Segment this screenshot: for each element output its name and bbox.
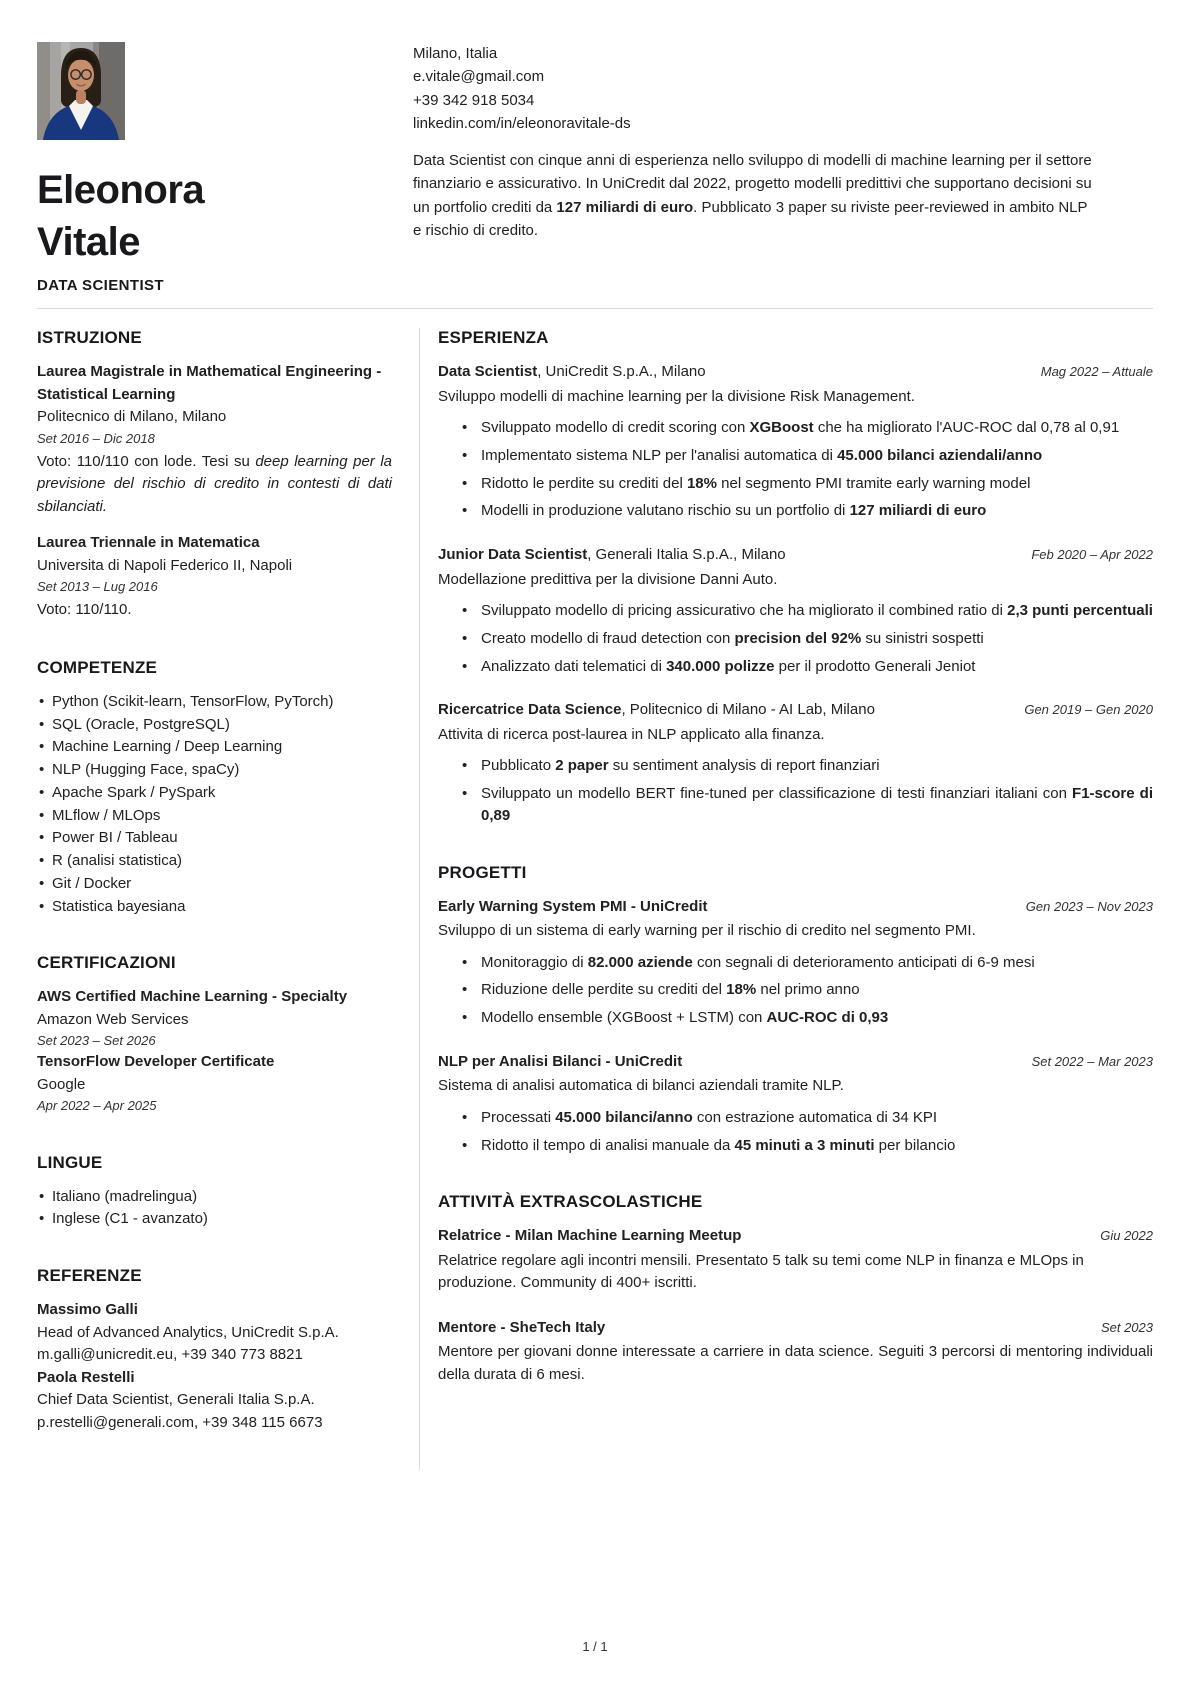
school-name: Universita di Napoli Federico II, Napoli	[37, 556, 293, 574]
entry-title: Ricercatrice Data Science, Politecnico di Milano - AI Lab, Milano	[438, 701, 875, 719]
entry-dates: Gen 2023 – Nov 2023	[1025, 898, 1153, 914]
school-name: Politecnico di Milano, Milano	[37, 408, 227, 425]
list-item: • R (analisi statistica)	[37, 850, 392, 872]
entry-subtitle: Modellazione predittiva per la divisione Danni Auto.	[438, 570, 778, 588]
heading-competenze: COMPETENZE	[37, 657, 158, 677]
projects-list	[438, 896, 1153, 1157]
experience-entry	[438, 544, 1153, 677]
certifications-list	[37, 986, 392, 1116]
list-item: • Power BI / Tableau	[37, 827, 392, 849]
list-item: • Git / Docker	[37, 873, 392, 895]
entry-header	[438, 544, 1153, 567]
education-item	[37, 361, 392, 518]
experience-entry	[438, 896, 1153, 1029]
contact-linkedin: linkedin.com/in/eleonoravitale-ds	[413, 114, 631, 132]
bullet-item: • Sviluppato un modello BERT fine-tuned per classificazione di testi finanziari italiani con F1-score di 0,89	[452, 783, 1153, 827]
list-item: • Python (Scikit-learn, TensorFlow, PyTorch)	[37, 691, 392, 713]
entry-header	[438, 1317, 1153, 1340]
experience-entry	[438, 361, 1153, 522]
entry-bullet-list	[452, 952, 1153, 1029]
entry-dates: Feb 2020 – Apr 2022	[1031, 547, 1153, 562]
list-item: • Machine Learning / Deep Learning	[37, 736, 392, 758]
skills-list	[37, 691, 392, 918]
list-item: • Italiano (madrelingua)	[37, 1186, 392, 1208]
entry-dates: Giu 2022	[1100, 1228, 1153, 1244]
contact-block	[413, 42, 1153, 135]
entry-subtitle: Attivita di ricerca post-laurea in NLP applicato alla finanza.	[438, 725, 825, 743]
certification-issuer: Google	[37, 1075, 86, 1093]
references-list	[37, 1299, 392, 1434]
certification-name: TensorFlow Developer Certificate	[37, 1053, 275, 1071]
entry-bullet-list	[452, 600, 1153, 677]
list-item: • MLflow / MLOps	[37, 805, 392, 827]
entry-dates: Mag 2022 – Attuale	[1040, 364, 1153, 379]
list-item: • SQL (Oracle, PostgreSQL)	[37, 714, 392, 736]
name-line-1: Eleonora	[37, 168, 205, 212]
heading-referenze: REFERENZE	[37, 1266, 142, 1286]
list-item: • NLP (Hugging Face, spaCy)	[37, 759, 392, 781]
education-note: Voto: 110/110 con lode. Tesi su deep learning per la previsione del rischio di credito in contesti di dati sbilanciati.	[37, 452, 392, 515]
candidate-job-title: DATA SCIENTIST	[37, 277, 164, 294]
reference-contact: m.galli@unicredit.eu, +39 340 773 8821	[37, 1346, 303, 1364]
education-note: Voto: 110/110.	[37, 601, 132, 619]
section-attivita-extrascolastiche	[438, 1192, 1153, 1386]
bullet-item: • Riduzione delle perdite su crediti del 18% nel primo anno	[452, 979, 1153, 1001]
activity-entry	[438, 1317, 1153, 1387]
education-item	[37, 532, 392, 622]
experience-entry	[438, 699, 1153, 826]
education-dates: Set 2016 – Dic 2018	[37, 430, 155, 446]
bullet-item: • Ridotto le perdite su crediti del 18% nel segmento PMI tramite early warning model	[452, 473, 1153, 495]
profile-photo	[37, 42, 125, 140]
header-identity	[37, 42, 413, 294]
certification-issuer: Amazon Web Services	[37, 1010, 189, 1028]
languages-list	[37, 1186, 392, 1231]
section-istruzione	[37, 328, 392, 622]
entry-dates: Set 2023	[1100, 1319, 1153, 1335]
certification-dates: Apr 2022 – Apr 2025	[37, 1098, 157, 1114]
entry-bullet-list	[452, 755, 1153, 826]
left-column	[37, 328, 392, 1470]
certification-item	[37, 986, 392, 1051]
bullet-item: • Analizzato dati telematici di 340.000 polizze per il prodotto Generali Jeniot	[452, 656, 1153, 678]
degree-name: Laurea Triennale in Matematica	[37, 534, 260, 552]
candidate-name	[37, 164, 413, 268]
list-item: • Apache Spark / PySpark	[37, 782, 392, 804]
entry-header	[438, 1051, 1153, 1074]
reference-name: Paola Restelli	[37, 1368, 135, 1386]
heading-esperienza: ESPERIENZA	[438, 328, 549, 347]
entry-header	[438, 361, 1153, 384]
certification-dates: Set 2023 – Set 2026	[37, 1033, 156, 1049]
heading-progetti: PROGETTI	[438, 862, 527, 882]
bullet-item: • Pubblicato 2 paper su sentiment analysis di report finanziari	[452, 755, 1153, 777]
right-column	[419, 328, 1153, 1470]
contact-email: e.vitale@gmail.com	[413, 68, 545, 86]
bullet-item: • Sviluppato modello di pricing assicurativo che ha migliorato il combined ratio di 2,3 punti percentuali	[452, 600, 1153, 622]
profile-photo-image	[37, 42, 125, 140]
activity-entry	[438, 1225, 1153, 1295]
entry-subtitle: Sviluppo modelli di machine learning per la divisione Risk Management.	[438, 387, 915, 405]
entry-title: Data Scientist, UniCredit S.p.A., Milano	[438, 363, 706, 380]
contact-phone: +39 342 918 5034	[413, 91, 535, 109]
header-divider	[37, 308, 1153, 309]
heading-attivita: ATTIVITÀ EXTRASCOLASTICHE	[438, 1192, 703, 1212]
section-progetti	[438, 863, 1153, 1157]
header	[37, 42, 1153, 294]
education-list	[37, 361, 392, 622]
reference-role: Chief Data Scientist, Generali Italia S.p.A.	[37, 1391, 315, 1409]
profile-summary: Data Scientist con cinque anni di esperienza nello sviluppo di modelli di machine learning per il settore finanziario e assicurativo. In UniCredit dal 2022, progetto modelli predittivi che supportano decisioni su un portfolio crediti da 127 miliardi di euro. Pubblicato 3 paper su riviste peer-reviewed in ambito NLP e rischio di credito.	[413, 152, 1092, 239]
certification-item	[37, 1051, 392, 1116]
reference-contact: p.restelli@generali.com, +39 348 115 6673	[37, 1413, 323, 1431]
bullet-item: • Modello ensemble (XGBoost + LSTM) con AUC-ROC di 0,93	[452, 1007, 1153, 1029]
bullet-item: • Monitoraggio di 82.000 aziende con segnali di deterioramento anticipati di 6-9 mesi	[452, 952, 1153, 974]
education-dates: Set 2013 – Lug 2016	[37, 579, 158, 595]
entry-subtitle: Sviluppo di un sistema di early warning per il rischio di credito nel segmento PMI.	[438, 922, 976, 939]
bullet-item: • Processati 45.000 bilanci/anno con estrazione automatica di 34 KPI	[452, 1107, 1153, 1129]
entry-title: Early Warning System PMI - UniCredit	[438, 897, 708, 915]
heading-lingue: LINGUE	[37, 1152, 103, 1172]
entry-dates: Set 2022 – Mar 2023	[1031, 1053, 1153, 1069]
section-competenze	[37, 658, 392, 918]
activity-description: Mentore per giovani donne interessate a carriere in data science. Seguiti 3 percorsi di mentoring individuali della durata di 6 mesi.	[438, 1343, 1153, 1383]
name-line-2: Vitale	[37, 220, 140, 264]
bullet-item: • Ridotto il tempo di analisi manuale da 45 minuti a 3 minuti per bilancio	[452, 1135, 1153, 1157]
section-referenze	[37, 1266, 392, 1434]
bullet-item: • Creato modello di fraud detection con precision del 92% su sinistri sospetti	[452, 628, 1153, 650]
degree-name: Laurea Magistrale in Mathematical Engineering - Statistical Learning	[37, 363, 382, 403]
entry-subtitle: Sistema di analisi automatica di bilanci aziendali tramite NLP.	[438, 1077, 844, 1095]
entry-title: Mentore - SheTech Italy	[438, 1318, 606, 1336]
entry-bullet-list	[452, 417, 1153, 522]
certification-name: AWS Certified Machine Learning - Specialty	[37, 988, 348, 1006]
reference-name: Massimo Galli	[37, 1301, 138, 1319]
entry-header	[438, 896, 1153, 919]
entry-header	[438, 1225, 1153, 1248]
bullet-item: • Modelli in produzione valutano rischio su un portfolio di 127 miliardi di euro	[452, 500, 1153, 522]
section-lingue	[37, 1153, 392, 1231]
section-esperienza	[438, 328, 1153, 827]
heading-certificazioni: CERTIFICAZIONI	[37, 953, 176, 973]
activity-description: Relatrice regolare agli incontri mensili. Presentato 5 talk su temi come NLP in finanza e MLOps in produzione. Community di 400+ iscritti.	[438, 1251, 1084, 1292]
heading-istruzione: ISTRUZIONE	[37, 328, 142, 347]
reference-item	[37, 1367, 392, 1435]
bullet-item: • Sviluppato modello di credit scoring con XGBoost che ha migliorato l'AUC-ROC dal 0,78 al 0,91	[452, 417, 1153, 439]
entry-title: Relatrice - Milan Machine Learning Meetup	[438, 1227, 742, 1245]
list-item: • Inglese (C1 - avanzato)	[37, 1208, 392, 1230]
experience-entry	[438, 1051, 1153, 1157]
contact-location: Milano, Italia	[413, 45, 498, 62]
entry-dates: Gen 2019 – Gen 2020	[1024, 702, 1153, 718]
reference-role: Head of Advanced Analytics, UniCredit S.p.A.	[37, 1323, 339, 1341]
bullet-item: • Implementato sistema NLP per l'analisi automatica di 45.000 bilanci aziendali/anno	[452, 445, 1153, 467]
entry-header	[438, 699, 1153, 722]
page-number: 1 / 1	[582, 1639, 608, 1654]
activities-list	[438, 1225, 1153, 1386]
entry-title: NLP per Analisi Bilanci - UniCredit	[438, 1052, 683, 1070]
entry-title: Junior Data Scientist, Generali Italia S.p.A., Milano	[438, 546, 786, 563]
reference-item	[37, 1299, 392, 1367]
list-item: • Statistica bayesiana	[37, 896, 392, 918]
content-columns	[37, 328, 1153, 1470]
entry-bullet-list	[452, 1107, 1153, 1157]
section-certificazioni	[37, 953, 392, 1116]
header-summary-block	[413, 42, 1153, 242]
experience-list	[438, 361, 1153, 827]
